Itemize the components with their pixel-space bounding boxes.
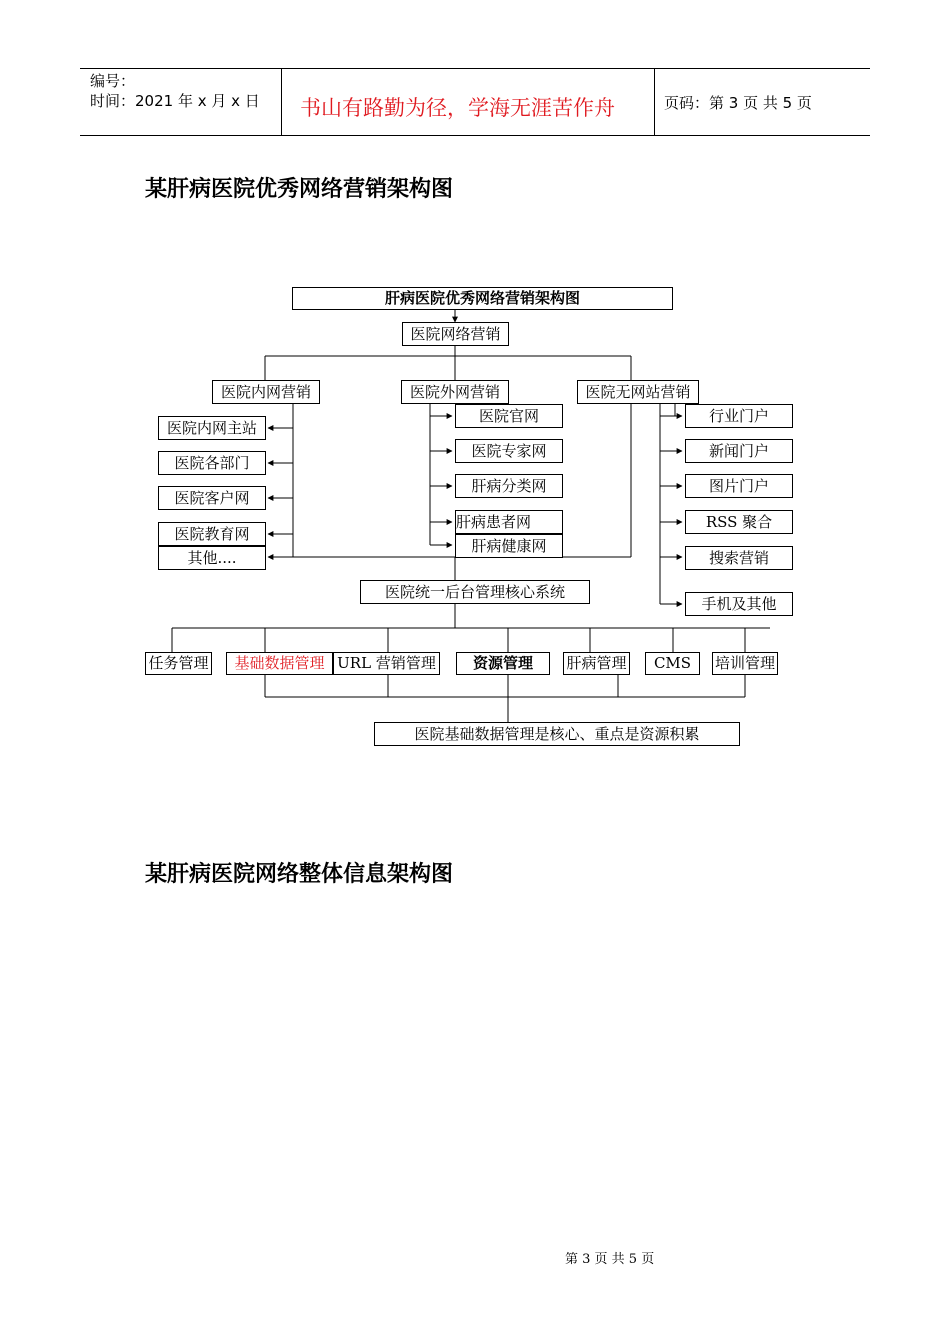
- nosite-item: 新闻门户: [685, 439, 793, 463]
- node-outer-marketing: 医院外网营销: [401, 380, 509, 404]
- document-number-label: 编号：: [90, 72, 136, 90]
- node-summary: 医院基础数据管理是核心、重点是资源积累: [374, 722, 740, 746]
- module-resource: 资源管理: [456, 652, 550, 675]
- module-task: 任务管理: [145, 652, 212, 675]
- inner-item: 医院客户网: [158, 486, 266, 510]
- inner-item: 其他....: [158, 546, 266, 570]
- module-liver: 肝病管理: [563, 652, 630, 675]
- module-training: 培训管理: [712, 652, 778, 675]
- module-basic-data: 基础数据管理: [226, 652, 333, 675]
- inner-item: 医院各部门: [158, 451, 266, 475]
- header-page-info: 页码：第 3 页 共 5 页: [664, 94, 812, 112]
- outer-item: 医院官网: [455, 404, 563, 428]
- header-motto: 书山有路勤为径，学海无涯苦作舟: [300, 96, 615, 120]
- nosite-item: 手机及其他: [685, 592, 793, 616]
- outer-item: 肝病患者网: [455, 510, 563, 534]
- node-root: 医院网络营销: [402, 322, 509, 346]
- section-title-marketing-architecture: 某肝病医院优秀网络营销架构图: [145, 177, 454, 202]
- outer-item: 肝病健康网: [455, 534, 563, 558]
- nosite-item: RSS 聚合: [685, 510, 793, 534]
- nosite-item: 行业门户: [685, 404, 793, 428]
- outer-item: 肝病分类网: [455, 474, 563, 498]
- document-date: 时间：2021 年 x 月 x 日: [90, 92, 260, 110]
- page-footer: 第 3 页 共 5 页: [565, 1252, 655, 1267]
- node-core-system: 医院统一后台管理核心系统: [360, 580, 590, 604]
- module-url-marketing: URL 营销管理: [333, 652, 440, 675]
- nosite-item: 搜索营销: [685, 546, 793, 570]
- module-cms: CMS: [645, 652, 700, 675]
- inner-item: 医院教育网: [158, 522, 266, 546]
- inner-item: 医院内网主站: [158, 416, 266, 440]
- node-inner-marketing: 医院内网营销: [212, 380, 320, 404]
- node-nosite-marketing: 医院无网站营销: [577, 380, 699, 404]
- outer-item: 医院专家网: [455, 439, 563, 463]
- nosite-item: 图片门户: [685, 474, 793, 498]
- section-title-information-architecture: 某肝病医院网络整体信息架构图: [145, 862, 454, 887]
- diagram-title: 肝病医院优秀网络营销架构图: [292, 287, 673, 310]
